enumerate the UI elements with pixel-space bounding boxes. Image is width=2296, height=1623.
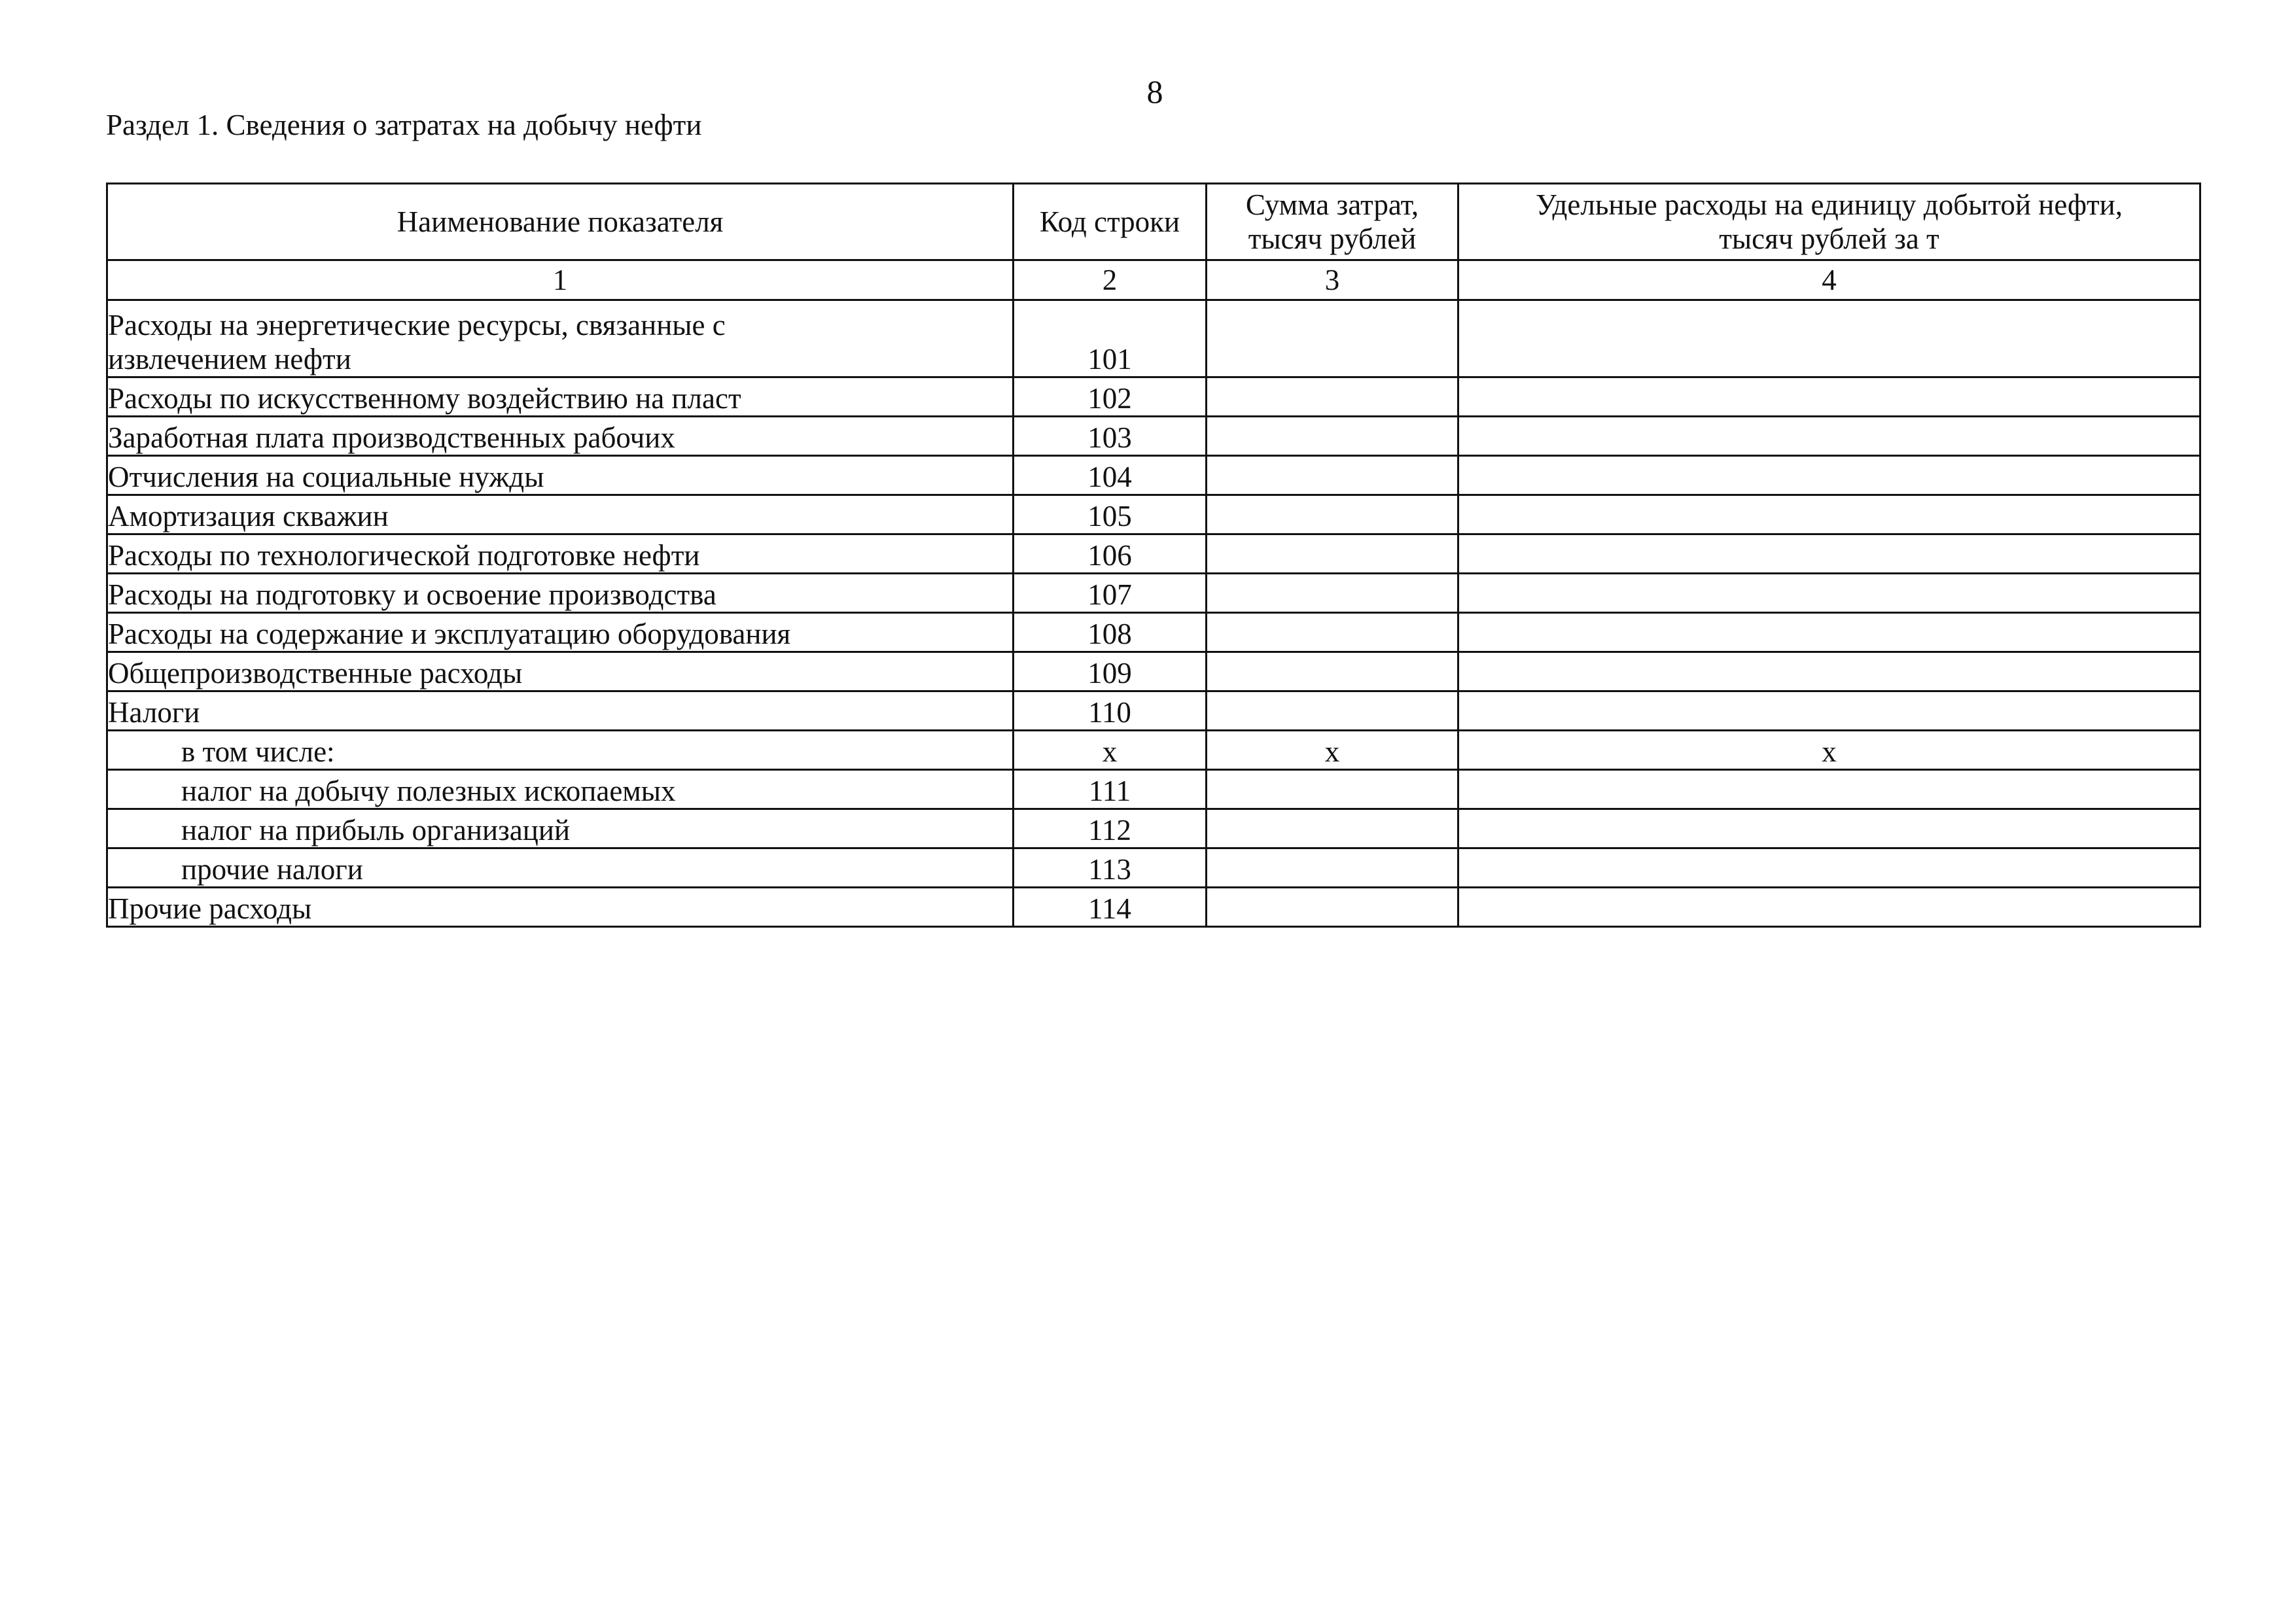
row-name: Общепроизводственные расходы xyxy=(107,652,1014,691)
table-row xyxy=(107,809,2200,848)
table-row xyxy=(107,456,2200,495)
table-row xyxy=(107,377,2200,417)
row-unit-cell xyxy=(1458,809,2200,848)
row-sum-cell xyxy=(1207,417,1458,456)
column-number-row xyxy=(107,260,2200,300)
row-name-line2: извлечением нефти xyxy=(108,343,351,375)
column-number: 2 xyxy=(1014,260,1207,300)
row-code: 110 xyxy=(1014,691,1207,731)
row-code: 112 xyxy=(1014,809,1207,848)
table-row xyxy=(107,574,2200,613)
row-sum-cell xyxy=(1207,652,1458,691)
row-name: Расходы на подготовку и освоение производства xyxy=(107,574,1014,613)
row-name: Заработная плата производственных рабочих xyxy=(107,417,1014,456)
row-unit-cell xyxy=(1458,652,2200,691)
row-unit-cell xyxy=(1458,574,2200,613)
row-unit-cell xyxy=(1458,888,2200,927)
page-number: 8 xyxy=(1146,73,1163,110)
table-row xyxy=(107,770,2200,809)
column-number: 1 xyxy=(107,260,1014,300)
row-code: x xyxy=(1014,731,1207,770)
column-number: 3 xyxy=(1207,260,1458,300)
table-row xyxy=(107,691,2200,731)
row-unit-cell xyxy=(1458,848,2200,888)
row-code: 101 xyxy=(1014,300,1207,377)
row-name: налог на прибыль организаций xyxy=(107,809,1014,848)
section-title: Раздел 1. Сведения о затратах на добычу нефти xyxy=(106,109,702,141)
row-name: Амортизация скважин xyxy=(107,495,1014,534)
row-code: 102 xyxy=(1014,377,1207,417)
header-code: Код строки xyxy=(1014,184,1207,260)
table-row xyxy=(107,848,2200,888)
row-sum-cell xyxy=(1207,888,1458,927)
row-unit-cell xyxy=(1458,417,2200,456)
row-code: 103 xyxy=(1014,417,1207,456)
row-code: 113 xyxy=(1014,848,1207,888)
header-unit-line1: Удельные расходы на единицу добытой нефти, xyxy=(1535,188,2123,221)
header-name: Наименование показателя xyxy=(107,184,1014,260)
row-name: Расходы на содержание и эксплуатацию оборудования xyxy=(107,613,1014,652)
row-unit-cell xyxy=(1458,534,2200,574)
row-sum-cell: x xyxy=(1207,731,1458,770)
row-unit-cell xyxy=(1458,770,2200,809)
table-row xyxy=(107,534,2200,574)
row-code: 108 xyxy=(1014,613,1207,652)
table-row xyxy=(107,613,2200,652)
table-row xyxy=(107,300,2200,377)
row-name: Расходы по технологической подготовке нефти xyxy=(107,534,1014,574)
header-sum xyxy=(1207,184,1458,260)
row-sum-cell xyxy=(1207,691,1458,731)
row-sum-cell xyxy=(1207,377,1458,417)
table-row xyxy=(107,417,2200,456)
cost-table xyxy=(106,183,2201,928)
row-sum-cell xyxy=(1207,495,1458,534)
row-sum-cell xyxy=(1207,848,1458,888)
row-unit-cell: x xyxy=(1458,731,2200,770)
row-code: 104 xyxy=(1014,456,1207,495)
row-name: в том числе: xyxy=(107,731,1014,770)
row-sum-cell xyxy=(1207,613,1458,652)
row-unit-cell xyxy=(1458,691,2200,731)
header-unit-line2: тысяч рублей за т xyxy=(1719,222,1939,255)
row-code: 114 xyxy=(1014,888,1207,927)
row-sum-cell xyxy=(1207,534,1458,574)
header-unit xyxy=(1458,184,2200,260)
row-code: 111 xyxy=(1014,770,1207,809)
row-code: 109 xyxy=(1014,652,1207,691)
row-unit-cell xyxy=(1458,377,2200,417)
row-unit-cell xyxy=(1458,495,2200,534)
row-name-line1: Расходы на энергетические ресурсы, связанные с xyxy=(108,309,726,341)
row-sum-cell xyxy=(1207,300,1458,377)
table-row xyxy=(107,731,2200,770)
header-sum-line2: тысяч рублей xyxy=(1248,222,1417,255)
column-number: 4 xyxy=(1458,260,2200,300)
row-code: 105 xyxy=(1014,495,1207,534)
row-sum-cell xyxy=(1207,574,1458,613)
row-sum-cell xyxy=(1207,770,1458,809)
row-name xyxy=(107,300,1014,377)
row-code: 107 xyxy=(1014,574,1207,613)
row-unit-cell xyxy=(1458,300,2200,377)
header-sum-line1: Сумма затрат, xyxy=(1245,188,1419,221)
row-name: Расходы по искусственному воздействию на пласт xyxy=(107,377,1014,417)
row-unit-cell xyxy=(1458,613,2200,652)
row-name: Прочие расходы xyxy=(107,888,1014,927)
row-sum-cell xyxy=(1207,809,1458,848)
row-sum-cell xyxy=(1207,456,1458,495)
table-row xyxy=(107,888,2200,927)
row-unit-cell xyxy=(1458,456,2200,495)
row-code: 106 xyxy=(1014,534,1207,574)
row-name: Налоги xyxy=(107,691,1014,731)
row-name: прочие налоги xyxy=(107,848,1014,888)
table-header-row xyxy=(107,184,2200,260)
row-name: налог на добычу полезных ископаемых xyxy=(107,770,1014,809)
table-row xyxy=(107,495,2200,534)
row-name: Отчисления на социальные нужды xyxy=(107,456,1014,495)
table-row xyxy=(107,652,2200,691)
